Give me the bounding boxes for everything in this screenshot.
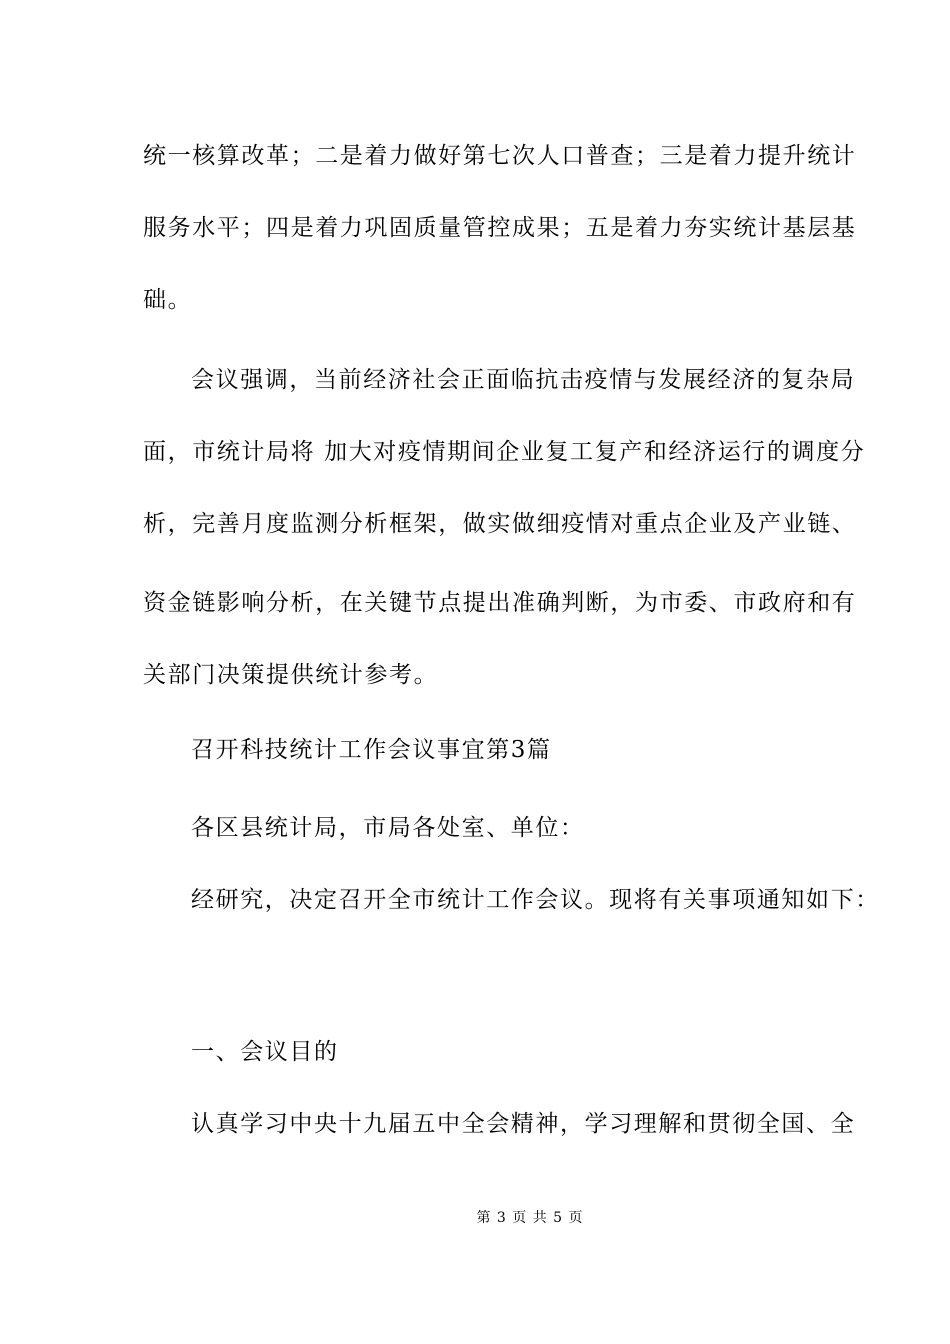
salutation: 各区县统计局，市局各处室、单位： [191, 815, 585, 841]
paragraph-line: 础。 [143, 287, 193, 313]
paragraph-line: 经研究，决定召开全市统计工作会议。现将有关事项通知如下： [191, 887, 880, 913]
paragraph-line: 会议强调，当前经济社会正面临抗击疫情与发展经济的复杂局 [191, 367, 856, 393]
paragraph-line: 认真学习中央十九届五中全会精神，学习理解和贯彻全国、全 [191, 1111, 856, 1137]
paragraph-line: 析，完善月度监测分析框架，做实做细疫情对重点企业及产业链、 [143, 511, 857, 537]
paragraph-line: 关部门决策提供统计参考。 [143, 662, 439, 688]
paragraph-line: 服务水平；四是着力巩固质量管控成果；五是着力夯实统计基层基 [143, 215, 857, 241]
paragraph-line: 面，市统计局将 加大对疫情期间企业复工复产和经济运行的调度分 [143, 439, 866, 465]
section-heading: 一、会议目的 [191, 1039, 339, 1065]
paragraph-line: 资金链影响分析，在关键节点提出准确判断，为市委、市政府和有 [143, 590, 857, 616]
section-title: 召开科技统计工作会议事宜第3篇 [191, 737, 552, 763]
page-footer: 第 3 页 共 5 页 [476, 1210, 584, 1226]
paragraph-line: 统一核算改革；二是着力做好第七次人口普查；三是着力提升统计 [143, 143, 857, 169]
